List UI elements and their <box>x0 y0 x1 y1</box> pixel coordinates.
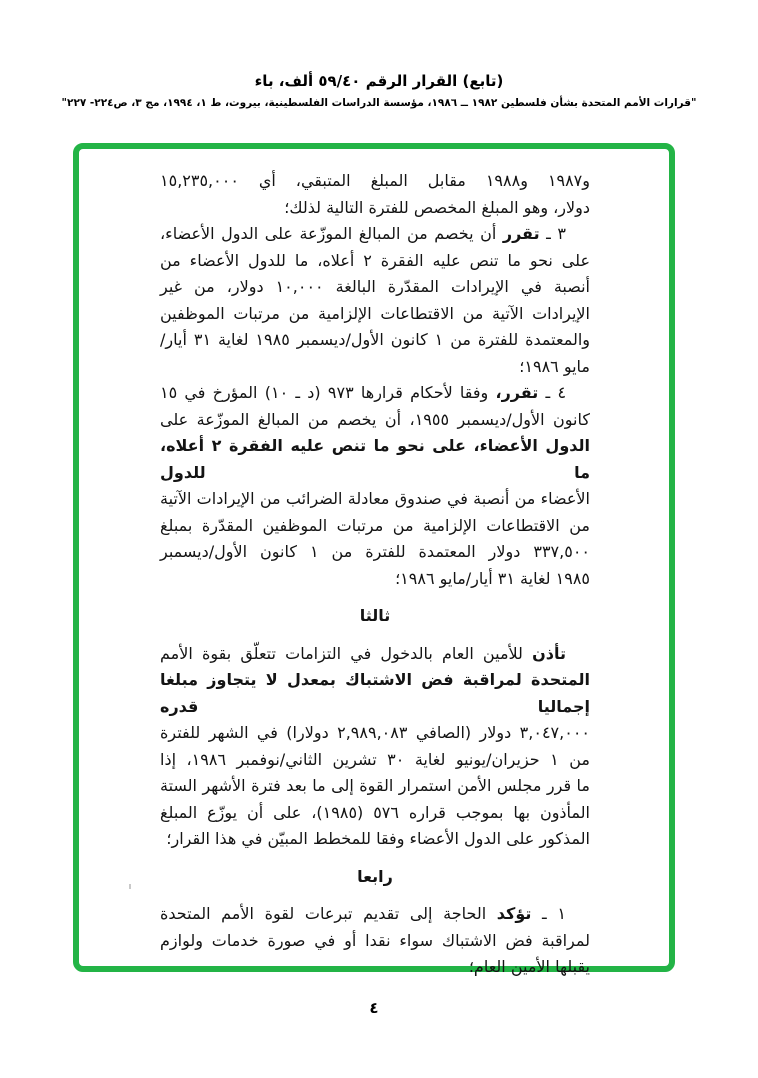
text-line: كانون الأول/ديسمبر ١٩٥٥، أن يخصم من المبالغ الموزّعة على <box>160 409 591 429</box>
page-header <box>0 72 758 109</box>
section-heading-fourth: رابعا <box>357 866 393 886</box>
text-line: على نحو ما تنص عليه الفقرة ٢ أعلاه، ما للدول الأعضاء من <box>160 250 590 270</box>
text-line: أنصبة في الإيرادات المقدّرة البالغة ١٠,٠٠٠ دولار، من غير <box>160 277 590 296</box>
operative-keyword: تأذن <box>532 643 566 663</box>
resolution-body-text <box>160 168 590 981</box>
text-line: والمعتمدة للفترة من ١ كانون الأول/ديسمبر ١٩٨٥ لغاية ٣١ أيار/ <box>160 330 591 349</box>
text-line: المأذون بها بموجب قراره ٥٧٦ (١٩٨٥)، على أن يوزّع المبلغ <box>160 802 591 822</box>
paragraph-number: ٣ ـ <box>546 224 566 243</box>
paragraph-start-line <box>160 380 590 407</box>
text-line: ما قرر مجلس الأمن استمرار القوة إلى ما بعد فترة الأشهر الستة <box>160 776 590 795</box>
text-line: من ١ حزيران/يونيو لغاية ٣٠ تشرين الثاني/نوفمبر ١٩٨٦، إذا <box>160 749 591 769</box>
text-line: المتحدة لمراقبة فض الاشتباك بمعدل لا يتجاوز مبلغا إجماليا قدره <box>160 670 590 716</box>
source-citation: "قرارات الأمم المتحدة بشأن فلسطين ١٩٨٢ ــ ١٩٨٦، مؤسسة الدراسات الفلسطينية، بيروت، ط ١، ١٩٩٤، مج ٣، ص٢٢٤- ٢٢٧" <box>61 97 697 109</box>
operative-keyword: تقرر <box>502 224 540 243</box>
text-line: يقبلها الأمين العام؛ <box>468 957 590 976</box>
text-line: ٣,٠٤٧,٠٠٠ دولار (الصافي ٢,٩٨٩,٠٨٣ دولارا) في الشهر للفترة <box>160 723 590 742</box>
text-line: ٣٣٧,٥٠٠ دولار المعتمدة للفترة من ١ كانون الأول/ديسمبر <box>160 542 591 561</box>
text-line: من الاقتطاعات الإلزامية من مرتبات الموظفين المقدّرة بمبلغ <box>160 515 590 535</box>
paragraph-start-line <box>160 221 590 248</box>
operative-keyword: تقرر، <box>495 383 539 402</box>
paragraph-start-line <box>160 641 590 668</box>
text-line: الإيرادات الآتية من الاقتطاعات الإلزامية من مرتبات الموظفين <box>160 303 590 323</box>
section-heading-third: ثالثا <box>359 606 391 625</box>
text-line: و١٩٨٧ و١٩٨٨ مقابل المبلغ المتبقي، أي ١٥,٢٣٥,٠٠٠ <box>160 171 590 190</box>
line-text: للأمين العام بالدخول في التزامات تتعلّق بقوة الأمم <box>160 643 523 663</box>
text-line: ١٩٨٥ لغاية ٣١ أيار/مايو ١٩٨٦؛ <box>395 568 590 588</box>
text-line: لمراقبة فض الاشتباك سواء نقدا أو في صورة خدمات ولوازم <box>160 930 590 950</box>
text-line: دولار، وهو المبلغ المخصص للفترة التالية لذلك؛ <box>284 197 590 217</box>
resolution-title: (تابع) القرار الرقم ٥٩/٤٠ ألف، باء <box>254 72 504 90</box>
line-text: الحاجة إلى تقديم تبرعات لقوة الأمم المتحدة <box>160 904 487 923</box>
text-line: المذكور على الدول الأعضاء وفقا للمخطط المبيّن في هذا القرار؛ <box>166 829 590 848</box>
page-number: ٤ <box>369 999 379 1017</box>
line-text: أن يخصم من المبالغ الموزّعة على الدول الأعضاء، <box>160 224 497 243</box>
line-text: وفقا لأحكام قرارها ٩٧٣ (د ـ ١٠) المؤرخ في ١٥ <box>160 383 489 402</box>
paragraph-number: ٤ ـ <box>545 383 567 402</box>
paragraph-start-line <box>160 901 590 928</box>
paragraph-number: ١ ـ <box>542 904 566 923</box>
operative-keyword: تؤكد <box>496 904 532 923</box>
text-line: الأعضاء من أنصبة في صندوق معادلة الضرائب من الإيرادات الآتية <box>160 489 590 508</box>
text-line: مايو ١٩٨٦؛ <box>519 356 590 376</box>
text-line: الدول الأعضاء، على نحو ما تنص عليه الفقرة ٢ أعلاه، ما للدول <box>160 436 590 482</box>
scan-artifact-speck <box>129 884 131 889</box>
